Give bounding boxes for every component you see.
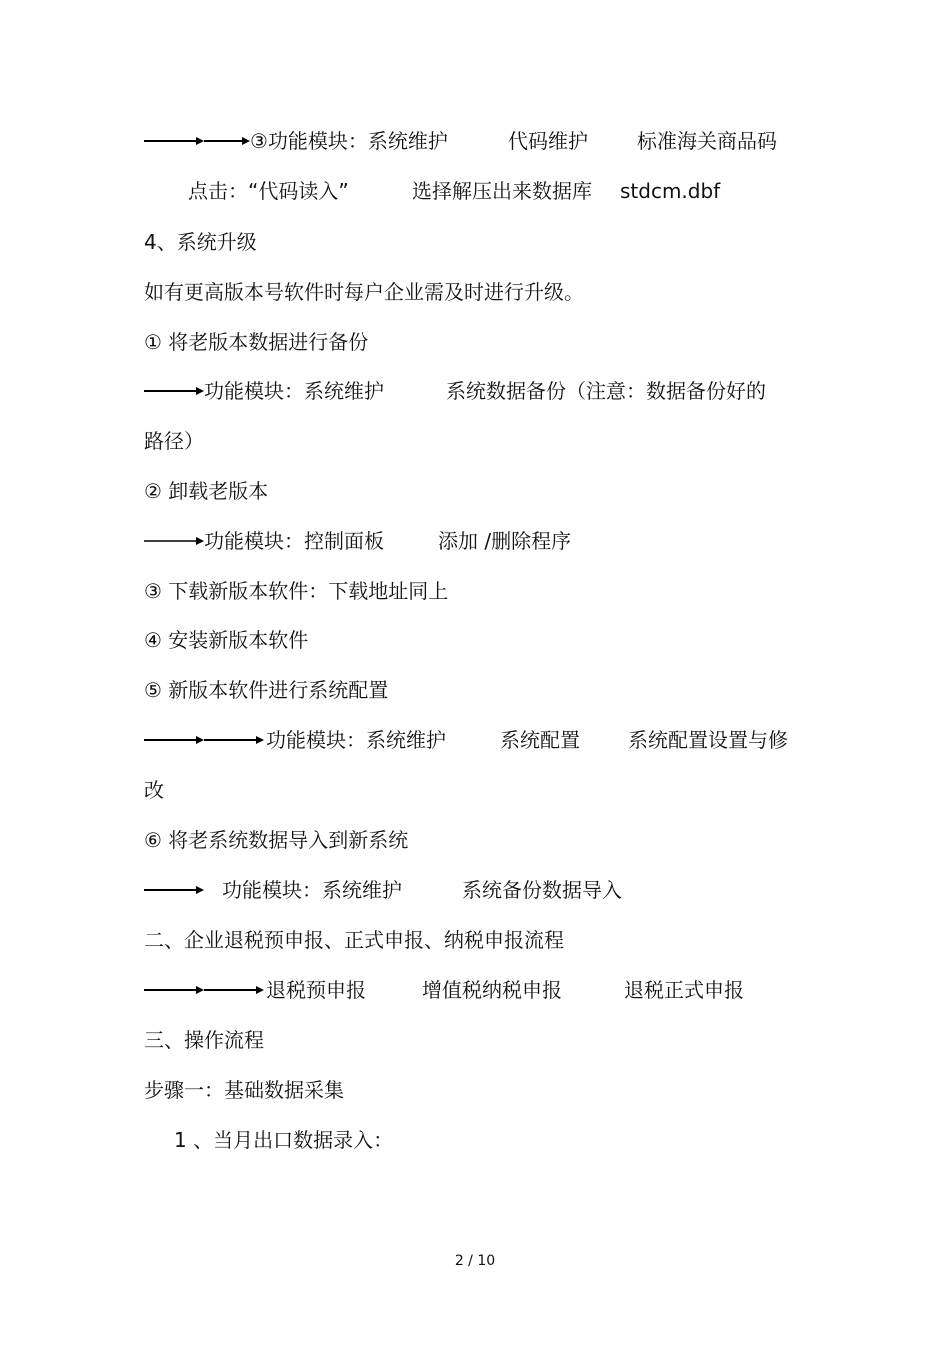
- path-step: 系统备份数据导入: [462, 878, 622, 902]
- path-step: ③功能模块：系统维护: [250, 129, 448, 153]
- path-step: 系统配置设置与修: [628, 728, 788, 752]
- click-instruction: 点击：“代码读入”: [188, 179, 349, 203]
- select-instruction: 选择解压出来数据库: [412, 179, 592, 203]
- path-step: 系统数据备份（注意：数据备份好的: [446, 379, 766, 403]
- arrow-icon: [204, 734, 264, 746]
- path-step: 退税正式申报: [624, 978, 744, 1002]
- path-step: 系统配置: [500, 728, 580, 752]
- path-step: 代码维护: [508, 129, 588, 153]
- file-name: stdcm.dbf: [620, 179, 721, 203]
- path-step: 功能模块：系统维护: [266, 728, 446, 752]
- path-step: 标准海关商品码: [637, 129, 777, 153]
- path-step: 功能模块：控制面板: [204, 529, 384, 553]
- arrow-icon: [144, 385, 204, 397]
- arrow-icon: [144, 984, 204, 996]
- arrow-icon: [144, 535, 204, 547]
- arrow-icon: [144, 734, 204, 746]
- path-step: 功能模块：系统维护: [204, 379, 384, 403]
- arrow-icon: [144, 135, 204, 147]
- path-step: 功能模块：系统维护: [222, 878, 402, 902]
- path-step: 添加 /删除程序: [438, 529, 572, 553]
- arrow-icon: [204, 984, 264, 996]
- arrow-icon: [144, 884, 204, 896]
- path-step: 增值税纳税申报: [422, 978, 562, 1002]
- path-step: 退税预申报: [266, 978, 366, 1002]
- page-number: 2 / 10: [454, 1253, 496, 1269]
